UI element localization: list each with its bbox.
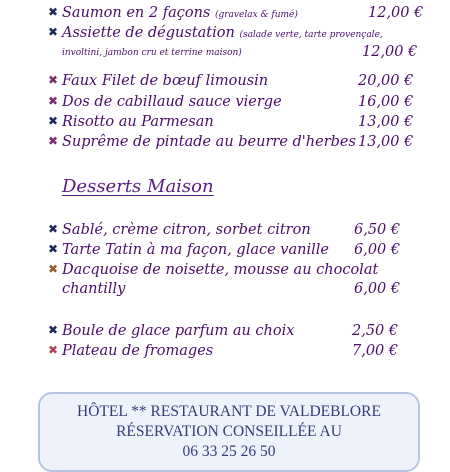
item-note: (salade verte, tarte provençale, (239, 30, 383, 40)
item-name: Dacquoise de noisette, mousse au chocolat (62, 262, 379, 278)
menu-item-boule-glace (48, 322, 418, 340)
item-price: 20,00 € (358, 73, 414, 89)
item-name: Plateau de fromages (62, 343, 214, 359)
cross-bullet-icon: ✖ (48, 5, 59, 19)
banner-hotel-name: HÔTEL ** RESTAURANT DE VALDEBLORE (77, 403, 381, 420)
cross-bullet-icon: ✖ (48, 262, 59, 276)
menu-item-tarte-tatin (48, 241, 418, 259)
item-name: Saumon en 2 façons (gravelax & fumé) (62, 5, 298, 21)
menu-item-dacquoise (48, 261, 418, 279)
item-price: 7,00 € (352, 343, 399, 359)
reservation-banner (38, 392, 420, 472)
menu-item-cabillaud (48, 93, 418, 111)
menu-item-saumon (48, 4, 424, 22)
cross-bullet-icon: ✖ (48, 242, 59, 256)
item-price: 6,00 € (354, 281, 401, 297)
menu-item-sable (48, 221, 418, 239)
item-price: 16,00 € (358, 94, 414, 110)
item-name: Risotto au Parmesan (62, 114, 214, 130)
item-price: 13,00 € (358, 134, 414, 150)
cross-bullet-icon: ✖ (48, 323, 59, 337)
cross-bullet-icon: ✖ (48, 134, 59, 148)
cross-bullet-icon: ✖ (48, 94, 59, 108)
cross-bullet-icon: ✖ (48, 25, 59, 39)
menu-item-assiette (48, 24, 418, 42)
menu-item-fromages (48, 342, 418, 360)
menu-item-faux-filet (48, 72, 418, 90)
item-name: Boule de glace parfum au choix (62, 323, 295, 339)
item-name: Faux Filet de bœuf limousin (62, 73, 269, 89)
cross-bullet-icon: ✖ (48, 73, 59, 87)
item-name: Tarte Tatin à ma façon, glace vanille (62, 242, 329, 258)
item-price: 12,00 € (368, 5, 424, 21)
banner-reservation-text: RÉSERVATION CONSEILLÉE AU (116, 423, 342, 440)
item-name: Sablé, crème citron, sorbet citron (62, 222, 311, 238)
menu-item-supreme (48, 133, 418, 151)
item-name: Dos de cabillaud sauce vierge (62, 94, 282, 110)
item-price: 2,50 € (352, 323, 399, 339)
item-note: (gravelax & fumé) (214, 10, 298, 20)
cross-bullet-icon: ✖ (48, 114, 59, 128)
menu-item-risotto (48, 113, 418, 131)
section-title-desserts: Desserts Maison (62, 176, 214, 197)
item-name: Suprême de pintade au beurre d'herbes (62, 134, 356, 150)
item-name: Assiette de dégustation (salade verte, tarte provençale, (62, 25, 383, 41)
banner-phone-number[interactable]: 06 33 25 26 50 (182, 443, 276, 460)
item-name-continued: chantilly (62, 281, 126, 297)
cross-bullet-icon: ✖ (48, 343, 59, 357)
item-price: 6,50 € (354, 222, 401, 238)
item-price: 12,00 € (362, 44, 418, 60)
item-note-continued: involtini, jambon cru et terrine maison) (62, 48, 242, 58)
item-price: 13,00 € (358, 114, 414, 130)
item-price: 6,00 € (354, 242, 401, 258)
cross-bullet-icon: ✖ (48, 222, 59, 236)
